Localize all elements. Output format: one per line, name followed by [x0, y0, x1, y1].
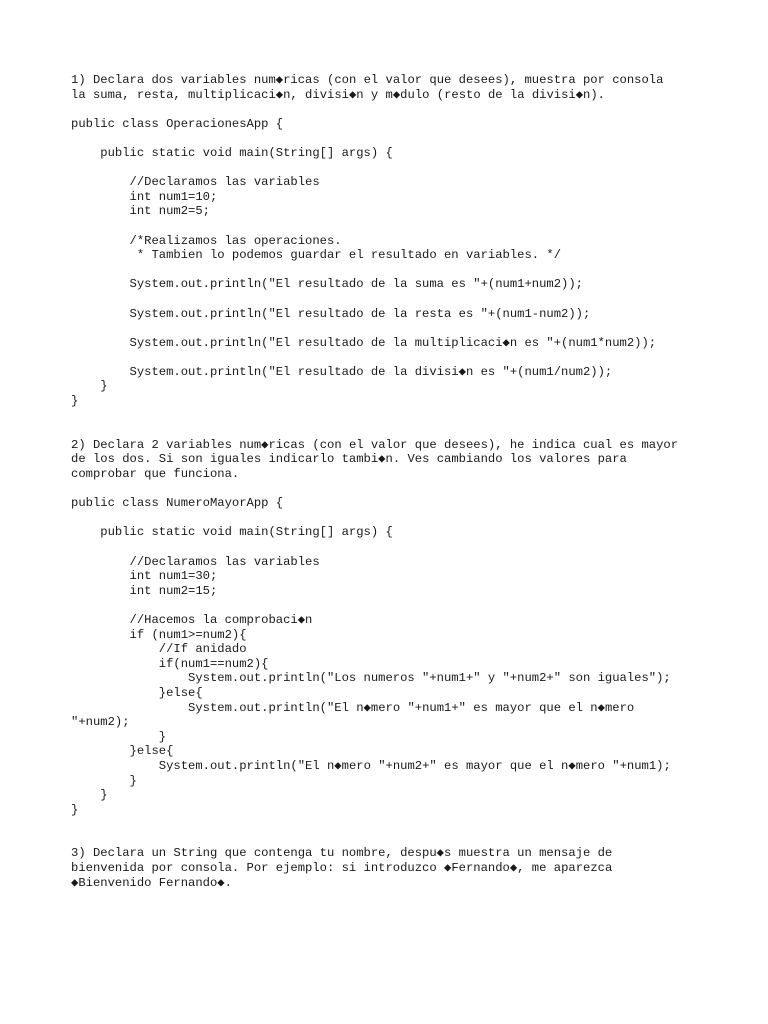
text-line: de los dos. Si son iguales indicarlo tambi◆n. Ves cambiando los valores para: [71, 452, 627, 467]
text-line: /*Realizamos las operaciones.: [71, 233, 342, 248]
text-line: //Hacemos la comprobaci◆n: [71, 612, 313, 627]
text-line: public class OperacionesApp {: [71, 116, 284, 131]
text-line: }else{: [71, 744, 174, 759]
text-line: public static void main(String[] args) {: [71, 145, 393, 160]
text-line: }: [71, 802, 79, 817]
text-line: ◆Bienvenido Fernando◆.: [71, 875, 232, 890]
blank-line: [71, 409, 751, 424]
text-line: 2) Declara 2 variables num◆ricas (con el valor que desees), he indica cual es mayor: [71, 437, 679, 452]
document-page: [71, 73, 751, 890]
blank-line: [71, 219, 751, 234]
text-line: System.out.println("Los numeros "+num1+" y "+num2+" son iguales");: [71, 671, 671, 686]
blank-line: [71, 482, 751, 497]
text-line: la suma, resta, multiplicaci◆n, divisi◆n y m◆dulo (resto de la divisi◆n).: [71, 87, 605, 102]
blank-line: [71, 511, 751, 526]
text-line: bienvenida por consola. Por ejemplo: si introduzco ◆Fernando◆, me aparezca: [71, 861, 613, 876]
blank-line: [71, 423, 751, 438]
text-line: }: [71, 394, 79, 409]
text-line: "+num2);: [71, 715, 130, 730]
text-line: int num1=30;: [71, 569, 218, 584]
text-line: if(num1==num2){: [71, 656, 269, 671]
text-line: 1) Declara dos variables num◆ricas (con el valor que desees), muestra por consola: [71, 73, 664, 87]
text-line: comprobar que funciona.: [71, 467, 240, 482]
text-line: System.out.println("El resultado de la multiplicaci◆n es "+(num1*num2));: [71, 335, 657, 350]
text-line: }: [71, 379, 108, 394]
text-line: }else{: [71, 685, 203, 700]
blank-line: [71, 598, 751, 613]
text-line: }: [71, 773, 137, 788]
text-line: System.out.println("El n◆mero "+num2+" es mayor que el n◆mero "+num1);: [71, 758, 671, 773]
blank-line: [71, 161, 751, 176]
document-text: [71, 73, 751, 890]
text-line: 3) Declara un String que contenga tu nombre, despu◆s muestra un mensaje de: [71, 846, 613, 861]
blank-line: [71, 321, 751, 336]
text-line: System.out.println("El resultado de la resta es "+(num1-num2));: [71, 306, 591, 321]
blank-line: [71, 102, 751, 117]
text-line: //If anidado: [71, 642, 247, 657]
blank-line: [71, 832, 751, 847]
text-line: }: [71, 729, 167, 744]
blank-line: [71, 292, 751, 307]
text-line: int num2=5;: [71, 204, 210, 219]
text-line: //Declaramos las variables: [71, 175, 320, 190]
blank-line: [71, 350, 751, 365]
text-line: int num1=10;: [71, 189, 218, 204]
text-line: System.out.println("El n◆mero "+num1+" es mayor que el n◆mero: [71, 700, 635, 715]
blank-line: [71, 263, 751, 278]
blank-line: [71, 131, 751, 146]
text-line: //Declaramos las variables: [71, 554, 320, 569]
text-line: public static void main(String[] args) {: [71, 525, 393, 540]
text-line: }: [71, 788, 108, 803]
blank-line: [71, 540, 751, 555]
text-line: public class NumeroMayorApp {: [71, 496, 284, 511]
text-line: if (num1>=num2){: [71, 627, 247, 642]
text-line: int num2=15;: [71, 583, 218, 598]
text-line: System.out.println("El resultado de la divisi◆n es "+(num1/num2));: [71, 364, 613, 379]
blank-line: [71, 817, 751, 832]
text-line: System.out.println("El resultado de la suma es "+(num1+num2));: [71, 277, 583, 292]
text-line: * Tambien lo podemos guardar el resultado en variables. */: [71, 248, 562, 263]
